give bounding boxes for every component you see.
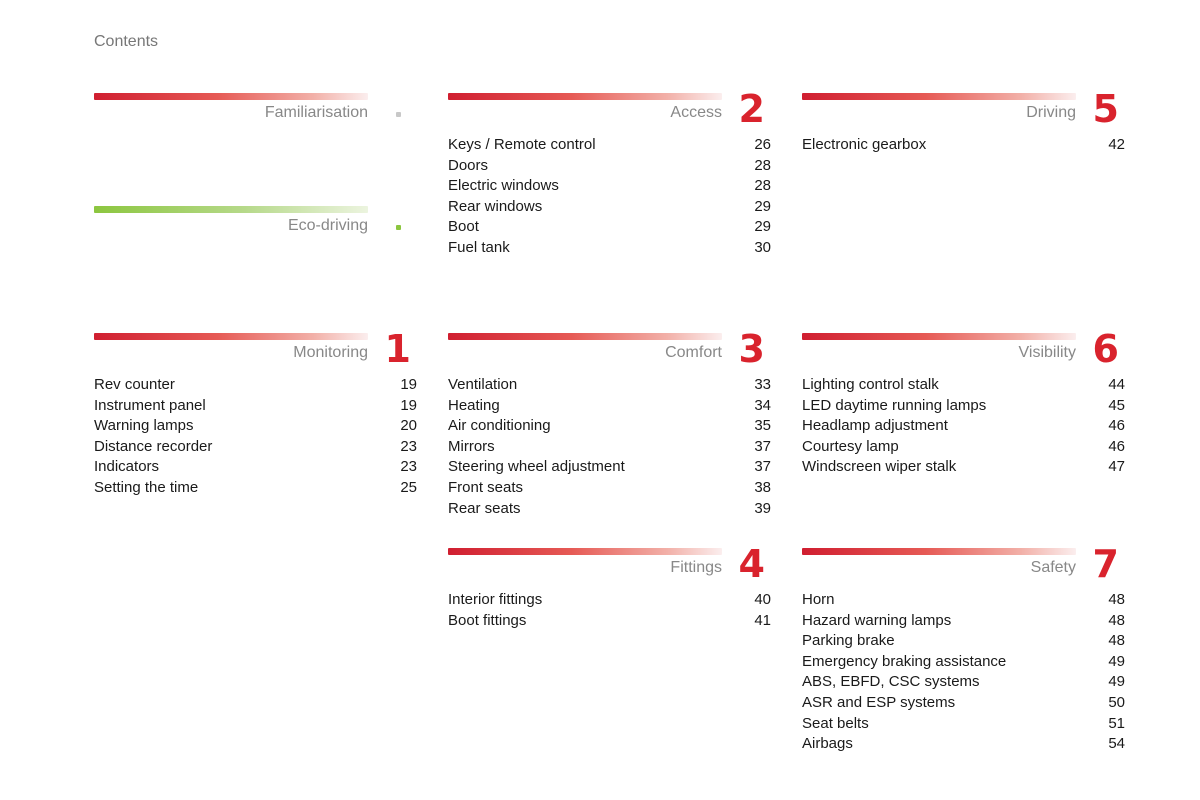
section-bar — [94, 333, 368, 340]
section-number: 6 — [1092, 327, 1119, 371]
section-bar — [448, 333, 722, 340]
section-number: 7 — [1092, 542, 1119, 586]
toc-entry-label: Boot fittings — [448, 611, 527, 629]
section-bar — [802, 333, 1076, 340]
section-marker-icon — [396, 112, 401, 117]
entry-list — [802, 135, 1125, 156]
section-bar — [94, 93, 368, 100]
toc-entry[interactable] — [94, 478, 417, 499]
toc-entry-page: 26 — [754, 136, 771, 153]
toc-entry[interactable] — [802, 590, 1125, 611]
toc-entry-label: Interior fittings — [448, 591, 543, 608]
toc-entry-page: 28 — [754, 177, 771, 195]
toc-entry-page: 46 — [1108, 417, 1125, 435]
toc-entry-label: Airbags — [802, 735, 853, 753]
toc-entry[interactable] — [802, 631, 1125, 652]
entry-list — [448, 135, 771, 259]
toc-entry[interactable] — [448, 457, 771, 478]
section-title[interactable]: Visibility — [1018, 344, 1076, 361]
toc-entry-page: 51 — [1108, 714, 1125, 732]
toc-entry[interactable] — [802, 437, 1125, 458]
toc-entry-label: ASR and ESP systems — [802, 693, 956, 711]
toc-entry-label: Rear windows — [448, 197, 543, 215]
toc-entry[interactable] — [802, 396, 1125, 417]
toc-entry[interactable] — [448, 375, 771, 396]
section-bar — [448, 93, 722, 100]
toc-entry[interactable] — [448, 611, 771, 632]
section-title[interactable]: Monitoring — [293, 344, 368, 361]
toc-entry-label: Heating — [448, 396, 500, 414]
toc-entry-page: 54 — [1108, 735, 1125, 753]
toc-entry[interactable] — [802, 714, 1125, 735]
toc-entry-page: 38 — [754, 478, 771, 496]
toc-entry[interactable] — [448, 156, 771, 177]
section-number: 4 — [738, 542, 765, 586]
toc-entry-page: 49 — [1108, 673, 1125, 691]
toc-entry[interactable] — [802, 652, 1125, 673]
toc-entry-page: 34 — [754, 396, 771, 414]
toc-entry[interactable] — [802, 416, 1125, 437]
toc-entry-page: 23 — [400, 437, 417, 455]
toc-entry-page: 50 — [1108, 693, 1125, 711]
toc-entry-page: 42 — [1108, 136, 1125, 153]
toc-entry-label: Courtesy lamp — [802, 437, 899, 455]
toc-entry-label: Indicators — [94, 458, 160, 476]
toc-entry[interactable] — [802, 693, 1125, 714]
section-title[interactable]: Eco-driving — [287, 217, 368, 234]
section-bar — [94, 206, 368, 213]
toc-entry-label: ABS, EBFD, CSC systems — [802, 673, 980, 691]
section-number: 3 — [738, 327, 765, 371]
toc-entry[interactable] — [94, 416, 417, 437]
toc-entry-label: Doors — [448, 156, 489, 174]
toc-entry-label: Hazard warning lamps — [802, 611, 952, 629]
section-number: 2 — [738, 87, 765, 131]
toc-entry[interactable] — [448, 217, 771, 238]
toc-entry[interactable] — [448, 396, 771, 417]
toc-entry-label: Horn — [802, 591, 835, 608]
toc-entry-label: Air conditioning — [448, 417, 551, 435]
section-number: 1 — [384, 327, 411, 371]
toc-entry-label: Ventilation — [448, 376, 518, 393]
entry-list — [448, 375, 771, 519]
toc-entry-label: Setting the time — [94, 478, 199, 496]
toc-entry-page: 47 — [1108, 458, 1125, 476]
toc-entry-label: Warning lamps — [94, 417, 194, 435]
toc-entry-label: Steering wheel adjustment — [448, 458, 625, 476]
toc-entry-page: 25 — [400, 478, 417, 496]
toc-entry-label: Front seats — [448, 478, 524, 496]
toc-entry-page: 33 — [754, 376, 771, 393]
section-bar — [448, 548, 722, 555]
toc-entry-page: 35 — [754, 417, 771, 435]
toc-entry-label: Fuel tank — [448, 238, 510, 256]
toc-entry-page: 37 — [754, 437, 771, 455]
toc-entry[interactable] — [802, 135, 1125, 156]
section-title[interactable]: Driving — [1026, 104, 1076, 121]
toc-entry-page: 37 — [754, 458, 771, 476]
toc-entry-label: Keys / Remote control — [448, 136, 596, 153]
toc-entry-label: Electric windows — [448, 177, 559, 195]
section-title[interactable]: Comfort — [665, 344, 722, 361]
toc-entry[interactable] — [448, 135, 771, 156]
toc-entry[interactable] — [448, 416, 771, 437]
toc-entry-label: Instrument panel — [94, 396, 206, 414]
entry-list — [94, 375, 417, 499]
toc-entry-label: LED daytime running lamps — [802, 396, 987, 414]
toc-entry-page: 19 — [400, 376, 417, 393]
toc-entry[interactable] — [448, 197, 771, 218]
toc-entry-page: 46 — [1108, 437, 1125, 455]
toc-entry[interactable] — [94, 396, 417, 417]
toc-entry-page: 40 — [754, 591, 771, 608]
toc-entry-page: 29 — [754, 197, 771, 215]
section-number: 5 — [1092, 87, 1119, 131]
toc-entry-page: 48 — [1108, 611, 1125, 629]
toc-entry[interactable] — [94, 457, 417, 478]
toc-entry-page: 39 — [754, 499, 771, 517]
toc-entry[interactable] — [802, 734, 1125, 755]
toc-entry[interactable] — [448, 176, 771, 197]
toc-entry[interactable] — [94, 375, 417, 396]
toc-entry[interactable] — [448, 590, 771, 611]
toc-entry[interactable] — [448, 238, 771, 259]
toc-entry[interactable] — [802, 672, 1125, 693]
toc-entry-page: 45 — [1108, 396, 1125, 414]
toc-entry-label: Lighting control stalk — [802, 376, 939, 393]
toc-entry[interactable] — [448, 437, 771, 458]
toc-entry-page: 19 — [400, 396, 417, 414]
toc-entry-label: Electronic gearbox — [802, 136, 927, 153]
toc-entry-page: 41 — [754, 611, 771, 629]
toc-entry[interactable] — [448, 478, 771, 499]
toc-entry-page: 30 — [754, 238, 771, 256]
toc-entry-label: Windscreen wiper stalk — [802, 458, 957, 476]
section-bar — [802, 93, 1076, 100]
toc-entry[interactable] — [802, 375, 1125, 396]
toc-entry[interactable] — [802, 457, 1125, 478]
toc-entry[interactable] — [94, 437, 417, 458]
toc-entry-label: Distance recorder — [94, 437, 213, 455]
toc-entry-page: 20 — [400, 417, 417, 435]
toc-entry-page: 49 — [1108, 652, 1125, 670]
toc-entry-label: Boot — [448, 218, 479, 236]
toc-entry-page: 44 — [1108, 376, 1125, 393]
section-title[interactable]: Access — [670, 104, 722, 121]
toc-entry-label: Parking brake — [802, 632, 895, 650]
toc-entry-label: Emergency braking assistance — [802, 652, 1007, 670]
section-marker-icon — [396, 225, 401, 230]
section-title[interactable]: Safety — [1030, 559, 1076, 576]
section-bar — [802, 548, 1076, 555]
toc-entry-page: 28 — [754, 156, 771, 174]
toc-entry[interactable] — [448, 499, 771, 520]
toc-entry[interactable] — [802, 611, 1125, 632]
toc-entry-label: Rev counter — [94, 376, 175, 393]
page-title: Contents — [94, 33, 159, 50]
toc-entry-page: 29 — [754, 218, 771, 236]
entry-list — [802, 590, 1125, 755]
toc-entry-label: Headlamp adjustment — [802, 417, 948, 435]
section-title[interactable]: Familiarisation — [264, 104, 368, 121]
entry-list — [448, 590, 771, 631]
toc-entry-label: Rear seats — [448, 499, 521, 517]
toc-entry-page: 23 — [400, 458, 417, 476]
toc-entry-label: Mirrors — [448, 437, 495, 455]
section-title[interactable]: Fittings — [670, 559, 722, 576]
entry-list — [802, 375, 1125, 478]
toc-entry-page: 48 — [1108, 591, 1125, 608]
toc-entry-page: 48 — [1108, 632, 1125, 650]
toc-entry-label: Seat belts — [802, 714, 869, 732]
